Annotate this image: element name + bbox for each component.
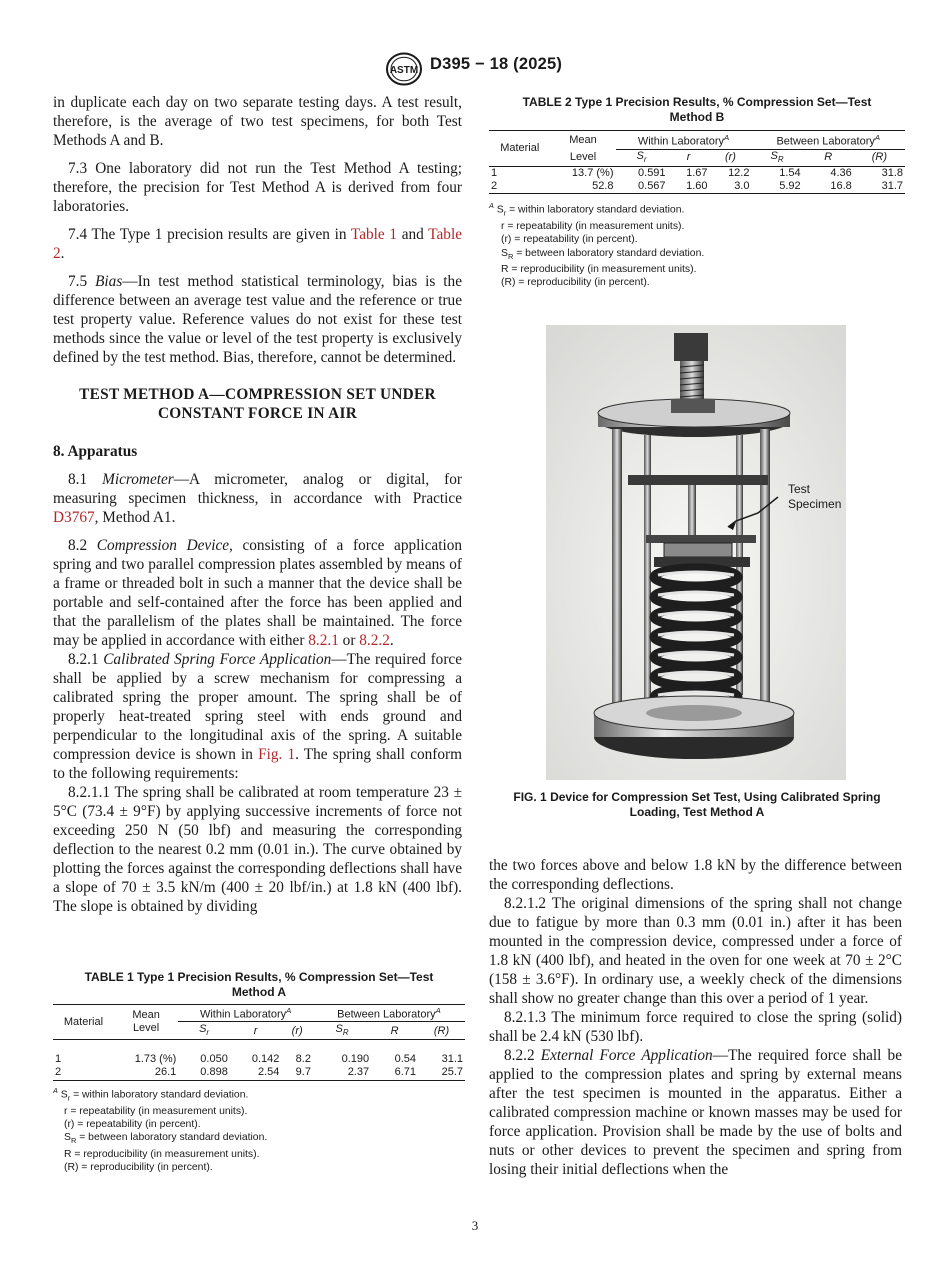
table-1 <box>53 970 465 1174</box>
right-column-lower <box>489 856 902 1179</box>
table-row: 2 26.1 0.898 2.54 9.7 2.37 6.71 25.7 <box>55 1065 463 1078</box>
paragraph-continued: in duplicate each day on two separate testing days. A test result, therefore, is the average of two test specimens, for both Test Methods A and B. <box>53 94 462 149</box>
table-2-footnotes: $^A$ $S_r$ = within laboratory standard deviation. r = repeatability (in measurement units). (r) = repeatability (in percent). $S_R$ = between laboratory standard deviation. R = reproducibility (in measurement units). (R) = reproducibility (in percent). <box>489 201 705 289</box>
left-column-upper <box>53 93 462 916</box>
paragraph-8-2-1-3: 8.2.1.3 The minimum force required to close the spring (solid) shall be 2.4 kN (530 lbf). <box>489 1009 902 1045</box>
document-id: D395 − 18 (2025) <box>430 55 563 73</box>
col-r: r <box>686 151 691 164</box>
paragraph-7-5: 7.5 Bias—In test method statistical terminology, bias is the difference between an average test value and the reference or true test property value. Reference values do not exist for these test methods since the value or level of the test property is exclusively defined by the test method. Bias, therefore, cannot be determined. <box>53 273 462 366</box>
figure-label-test: Test <box>788 482 811 496</box>
paragraph-7-3: 7.3 One laboratory did not run the Test Method A testing; therefore, the precision for Test Method A is derived from four laboratories. <box>53 160 462 215</box>
table-row: 1 13.7 (%) 0.591 1.67 12.2 1.54 4.36 31.8 <box>491 166 903 179</box>
table-1-footnotes: $^A$ $S_r$ = within laboratory standard deviation. r = repeatability (in measurement units). (r) = repeatability (in percent). $S_R$ = between laboratory standard deviation. R = reproducibility (in measurement units). (R) = reproducibility (in percent). <box>53 1086 268 1174</box>
col-within-lab: Within Laboratory$^A$ <box>178 1005 313 1022</box>
d3767-link[interactable]: D3767 <box>53 509 95 526</box>
figure-label-specimen: Specimen <box>788 497 842 511</box>
col-within-lab: Within Laboratory$^A$ <box>616 131 752 150</box>
compression-device-illustration <box>546 325 846 780</box>
col-r-pct: (r) <box>291 1024 303 1037</box>
paragraph-8-2-1: 8.2.1 Calibrated Spring Force Application—The required force shall be applied by a screw mechanism for compressing a calibrated spring the proper amount. The spring shall be of properly heat-treated spring steel with ends ground and perpendicular to the longitudinal axis of the spring. A suitable compression device is shown in Fig. 1. The spring shall conform to the following requirements: <box>53 651 463 782</box>
col-R: R <box>824 151 833 164</box>
page-number: 3 <box>471 1218 479 1233</box>
col-R-pct: (R) <box>433 1024 450 1037</box>
figure-1-caption: FIG. 1 Device for Compression Set Test, Using Calibrated Spring Loading, Test Method A <box>513 790 881 819</box>
paragraph-7-4: 7.4 The Type 1 precision results are given in Table 1 and Table 2. <box>53 226 462 262</box>
paragraph-continued-right: the two forces above and below 1.8 kN by the difference between the corresponding deflections. <box>489 857 902 893</box>
col-sr: $S_r$ <box>636 149 647 164</box>
table-2 <box>489 95 905 290</box>
section-title: TEST METHOD A—COMPRESSION SET UNDER CONSTANT FORCE IN AIR <box>79 386 436 422</box>
table-row: 2 52.8 0.567 1.60 3.0 5.92 16.8 31.7 <box>491 179 903 192</box>
col-between-lab: Between Laboratory$^A$ <box>751 131 905 150</box>
col-between-lab: Between Laboratory$^A$ <box>313 1005 465 1022</box>
paragraph-8-2-1-2: 8.2.1.2 The original dimensions of the spring shall not change due to fatigue by more than 0.3 mm (0.01 in.) after it has been mounted in the compression device, compressed under a force of 1.8 kN (400 lbf), and heated in the oven for one week at 70 ± 2°C (158 ± 3.6°F). In ordinary use, a weekly check of the dimensions shall show no greater change than this over a period of 1 year. <box>489 895 902 1007</box>
paragraph-8-1: 8.1 Micrometer—A micrometer, analog or digital, for measuring specimen thickness, in accordance with Practice D3767, Method A1. <box>53 471 462 526</box>
col-R: R <box>390 1024 399 1037</box>
paragraph-8-2: 8.2 Compression Device, consisting of a force application spring and two parallel compression plates assembled by means of a frame or threaded bolt in such a manner that the device shall be portable and self-contained after the force has been applied and that the parallelism of the plates shall be maintained. The force may be applied in accordance with either 8.2.1 or 8.2.2. <box>53 537 462 649</box>
col-R-pct: (R) <box>871 151 888 164</box>
table-2-title: TABLE 2 Type 1 Precision Results, % Compression Set—Test Method B <box>522 95 872 124</box>
section-8-heading: 8. Apparatus <box>53 443 138 460</box>
table-1-grid <box>53 1004 465 1081</box>
logo-text: ASTM <box>389 65 419 76</box>
table-1-title: TABLE 1 Type 1 Precision Results, % Compression Set—Test Method A <box>84 970 434 999</box>
paragraph-8-2-2: 8.2.2 External Force Application—The required force shall be applied to the compression plates and spring by external means after the test specimen is mounted in the apparatus. Either a calibrated compression machine or known masses may be used for force application. Provision shall be made by the use of bolts and nuts or other devices to prevent the specimen and spring from losing their initial deflections when the <box>489 1047 902 1178</box>
table-row: 1 1.73 (%) 0.050 0.142 8.2 0.190 0.54 31.1 <box>55 1052 463 1065</box>
section-8-2-1-link[interactable]: 8.2.1 <box>308 632 339 649</box>
col-material: Material <box>500 141 540 154</box>
col-mean: Mean <box>569 133 597 146</box>
col-level: Level <box>569 151 597 163</box>
col-mean-level: Mean Level <box>132 1009 160 1034</box>
astm-logo-icon <box>385 52 423 86</box>
paragraph-8-2-1-1: 8.2.1.1 The spring shall be calibrated at room temperature 23 ± 5°C (73.4 ± 9°F) by applying successive increments of force not exceeding 250 N (50 lbf) and measuring the corresponding deflection to the nearest 0.2 mm (0.01 in.). The curve obtained by plotting the forces against the corresponding deflections shall have a slope of 70 ± 3.5 kN/m (400 ± 20 lbf/in.) at 1.8 kN (400 lbf). The slope is obtained by dividing <box>53 784 462 915</box>
fig1-link[interactable]: Fig. 1 <box>258 746 296 763</box>
figure-1-photo <box>546 325 846 780</box>
table2-link[interactable]: Table 2 <box>53 226 462 262</box>
table-2-grid <box>489 130 905 194</box>
col-sr: $S_r$ <box>199 1023 210 1038</box>
table1-link[interactable]: Table 1 <box>350 226 398 243</box>
page-header <box>0 52 950 86</box>
col-r-pct: (r) <box>724 151 736 164</box>
section-8-2-2-link[interactable]: 8.2.2 <box>359 632 390 649</box>
col-r: r <box>253 1024 258 1037</box>
col-material: Material <box>63 1016 104 1028</box>
col-sR: $S_R$ <box>335 1023 349 1038</box>
col-sR: $S_R$ <box>770 149 784 164</box>
